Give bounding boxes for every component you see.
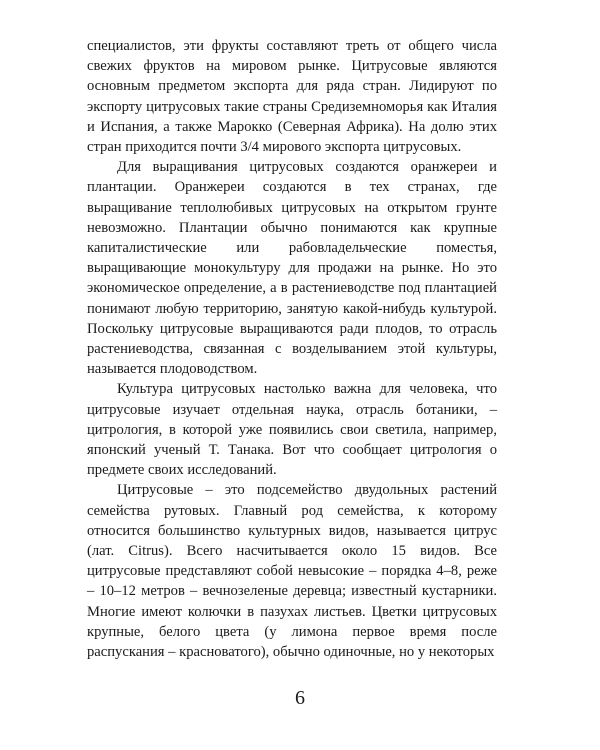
paragraph-2: Для выращивания цитрусовых создаются оранжереи и плантации. Оранжереи создаются в тех странах, где выращивание теплолюбивых цитрусовых на открытом грунте невозможно. Плантации обычно понимаются как крупные капиталистические или рабовладельческие поместья, выращивающие монокультуру для продажи на рынке. Но это экономическое определение, а в растениеводстве под плантацией понимают любую территорию, занятую какой-нибудь культурой. Поскольку цитрусовые выращиваются ради плодов, то отрасль растениеводства, связанная с возделыванием этой культуры, называется плодоводством.	[87, 159, 497, 378]
body-text	[87, 36, 497, 662]
paragraph-4: Цитрусовые – это подсемейство двудольных растений семейства рутовых. Главный род семейства, к которому относится большинство культурных видов, называется цитрус (лат. Citrus). Всего насчитывается около 15 видов. Все цитрусовые представляют собой невысокие – порядка 4–8, реже – 10–12 метров – вечнозеленые деревца; известный кустарники. Многие имеют колючки в пазухах листьев. Цветки цитрусовых крупные, белого цвета (у лимона первое время после распускания – красноватого), обычно одиночные, но у некоторых	[87, 482, 497, 661]
page-number: 6	[295, 687, 305, 709]
paragraph-1: специалистов, эти фрукты составляют треть от общего числа свежих фруктов на мировом рынке. Цитрусовые являются основным предметом экспорта для ряда стран. Лидируют по экспорту цитрусовых такие страны Средиземноморья как Италия и Испания, а также Марокко (Северная Африка). На долю этих стран приходится почти 3/4 мирового экспорта цитрусовых.	[87, 38, 497, 156]
paragraph-3: Культура цитрусовых настолько важна для человека, что цитрусовые изучает отдельная наука, отрасль ботаники, – цитрология, в которой уже появились свои светила, например, японский ученый Т. Танака. Вот что сообщает цитрология о предмете своих исследований.	[87, 381, 497, 479]
